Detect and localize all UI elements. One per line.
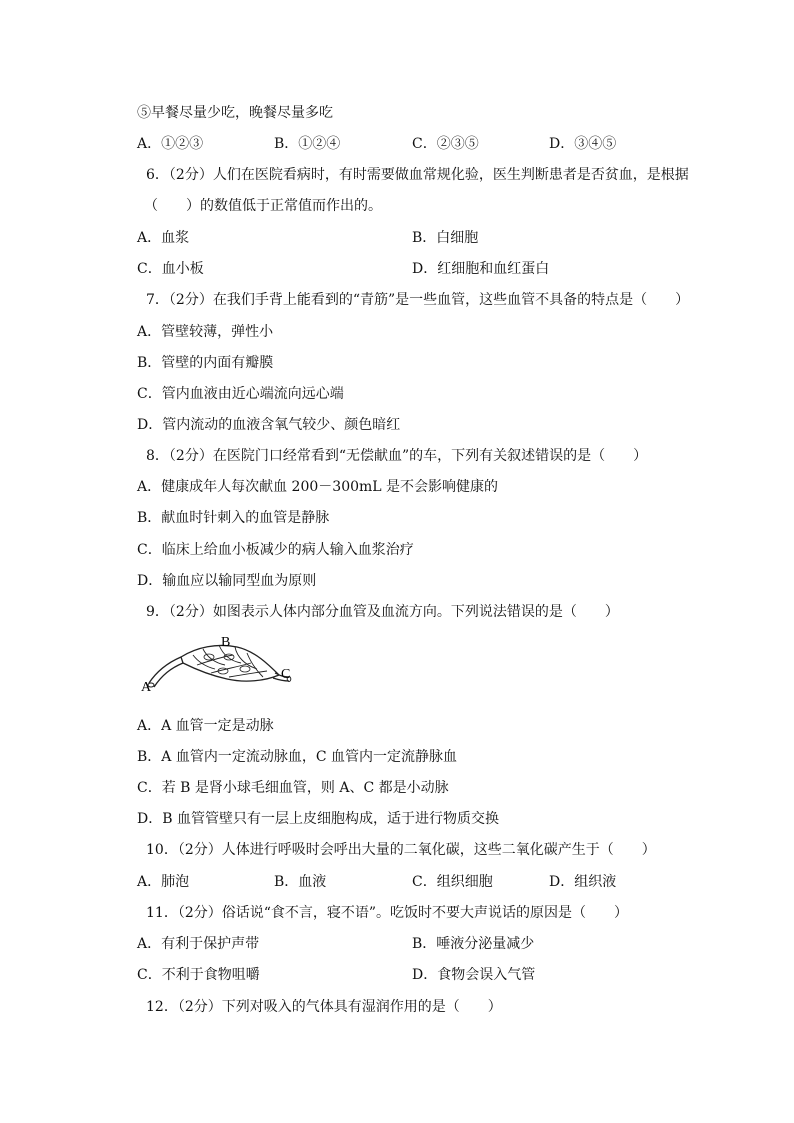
q5-option-d: D．③④⑤ [549,136,617,152]
q11-option-b: B．唾液分泌量减少 [412,936,535,952]
q6-option-c: C．血小板 [137,261,204,277]
q9-option-a: A．A 血管一定是动脉 [137,718,274,734]
q6-option-d: D．红细胞和血红蛋白 [412,261,550,277]
q10-stem: 10．（2分）人体进行呼吸时会呼出大量的二氧化碳，这些二氧化碳产生于（ ） [146,842,656,858]
q5-option-c: C．②③⑤ [412,136,479,152]
q9-option-c: C．若 B 是肾小球毛细血管，则 A、C 都是小动脉 [137,780,449,796]
q8-stem: 8．（2分）在医院门口经常看到“无偿献血”的车，下列有关叙述错误的是（ ） [146,448,648,464]
q8-option-d: D．输血应以输同型血为原则 [137,573,317,589]
q11-option-a: A．有利于保护声带 [137,936,260,952]
q11-option-d: D．食物会误入气管 [412,967,536,983]
q6-stem-line1: 6．（2分）人们在医院看病时，有时需要做血常规化验，医生判断患者是否贫血，是根据 [146,167,689,183]
q8-option-a: A．健康成年人每次献血 200－300mL 是不会影响健康的 [137,479,499,495]
q7-option-c: C．管内血液由近心端流向远心端 [137,386,344,402]
q7-option-d: D．管内流动的血液含氧气较少、颜色暗红 [137,417,401,433]
q5-option-b: B．①②④ [274,136,341,152]
q10-option-c: C．组织细胞 [412,874,493,890]
q8-option-b: B．献血时针刺入的血管是静脉 [137,510,330,526]
figure-label-a: A [141,680,152,695]
q7-option-a: A．管壁较薄，弹性小 [137,324,274,340]
q7-option-b: B．管壁的内面有瓣膜 [137,355,274,371]
figure-label-b: B [221,635,231,650]
q11-option-c: C．不利于食物咀嚼 [137,967,260,983]
q6-option-b: B．白细胞 [412,230,479,246]
q12-stem: 12．（2分）下列对吸入的气体具有湿润作用的是（ ） [146,999,502,1015]
q11-stem: 11．（2分）俗话说“食不言，寝不语”。吃饭时不要大声说话的原因是（ ） [146,905,629,921]
q6-option-a: A．血浆 [137,230,190,246]
blood-vessel-figure [137,633,297,695]
q7-stem: 7．（2分）在我们手背上能看到的“青筋”是一些血管，这些血管不具备的特点是（ ） [146,292,690,308]
q9-option-b: B．A 血管内一定流动脉血，C 血管内一定流静脉血 [137,749,458,765]
q9-option-d: D．B 血管管壁只有一层上皮细胞构成，适于进行物质交换 [137,811,499,827]
q8-option-c: C．临床上给血小板减少的病人输入血浆治疗 [137,542,414,558]
q10-option-b: B．血液 [274,874,327,890]
q10-option-d: D．组织液 [549,874,617,890]
q5-item5: ⑤早餐尽量少吃，晚餐尽量多吃 [137,105,333,121]
q9-stem: 9．（2分）如图表示人体内部分血管及血流方向。下列说法错误的是（ ） [146,604,619,620]
q10-option-a: A．肺泡 [137,874,190,890]
figure-label-c: C [281,667,291,682]
q5-option-a: A．①②③ [137,136,204,152]
q6-stem-line2: （ ）的数值低于正常值而作出的。 [144,198,382,214]
